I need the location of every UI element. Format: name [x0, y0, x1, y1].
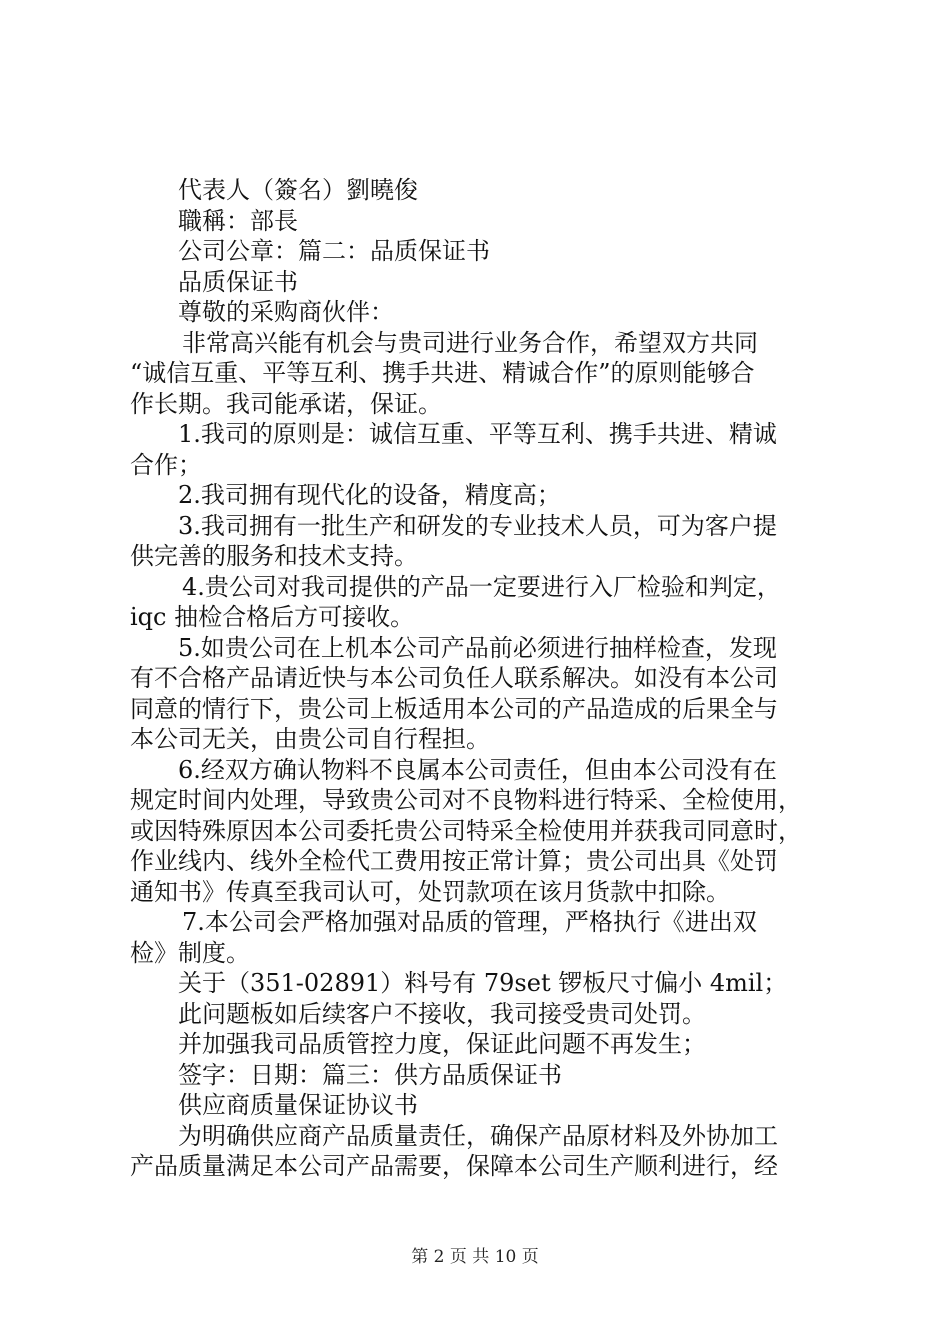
text-line: 为明确供应商产品质量责任，确保产品原材料及外协加工 [178, 1121, 778, 1150]
text-line: 4.贵公司对我司提供的产品一定要进行入厂检验和判定， [182, 572, 781, 601]
text-line: 签字：日期：篇三：供方品质保证书 [178, 1060, 562, 1089]
text-line: 供应商质量保证协议书 [178, 1091, 418, 1119]
text-line: 作长期。我司能承诺，保证。 [130, 389, 442, 418]
text-line: 1.我司的原则是：诚信互重、平等互利、携手共进、精诚 [178, 420, 777, 448]
text-line: 或因特殊原因本公司委托贵公司特采全检使用并获我司同意时， [130, 816, 802, 845]
text-line: 3.我司拥有一批生产和研发的专业技术人员，可为客户提 [178, 511, 777, 540]
text-line: 2.我司拥有现代化的设备，精度高； [178, 481, 561, 509]
text-line: 尊敬的采购商伙伴： [178, 298, 394, 326]
text-line: 检》制度。 [130, 938, 250, 967]
text-line: 非常高兴能有机会与贵司进行业务合作，希望双方共同 [182, 328, 758, 357]
text-line: 此问题板如后续客户不接收，我司接受贵司处罚。 [178, 999, 706, 1028]
text-line: 规定时间内处理，导致贵公司对不良物料进行特采、全检使用， [130, 786, 802, 814]
text-line: “诚信互重、平等互利、携手共进、精诚合作”的原则能够合 [130, 359, 755, 387]
text-line: 職稱：部長 [178, 206, 298, 235]
text-line: iqc 抽检合格后方可接收。 [130, 603, 415, 631]
text-line: 代表人（簽名）劉曉俊 [178, 176, 418, 204]
text-line: 同意的情行下，贵公司上板适用本公司的产品造成的后果全与 [130, 694, 778, 723]
text-line: 供完善的服务和技术支持。 [130, 542, 418, 570]
text-line: 通知书》传真至我司认可，处罚款项在该月货款中扣除。 [130, 877, 730, 906]
text-line: 合作； [130, 450, 202, 479]
text-line: 5.如贵公司在上机本公司产品前必须进行抽样检查，发现 [178, 633, 777, 662]
text-line: 7.本公司会严格加强对品质的管理，严格执行《进出双 [182, 908, 757, 936]
text-line: 有不合格产品请近快与本公司负任人联系解决。如没有本公司 [130, 664, 778, 692]
text-line: 作业线内、线外全检代工费用按正常计算；贵公司出具《处罚 [130, 847, 778, 875]
text-line: 本公司无关，由贵公司自行程担。 [130, 725, 490, 753]
text-line: 品质保证书 [178, 267, 298, 296]
text-line: 6.经双方确认物料不良属本公司责任，但由本公司没有在 [178, 755, 777, 784]
text-line: 关于（351-02891）料号有 79set 锣板尺寸偏小 4mil； [178, 969, 788, 997]
document-body [130, 175, 835, 1182]
page-number-footer: 第 2 页 共 10 页 [411, 1247, 539, 1267]
text-line: 公司公章：篇二：品质保证书 [178, 237, 490, 265]
text-line: 产品质量满足本公司产品需要，保障本公司生产顺利进行，经 [130, 1152, 778, 1180]
text-line: 并加强我司品质管控力度，保证此问题不再发生； [178, 1030, 706, 1058]
